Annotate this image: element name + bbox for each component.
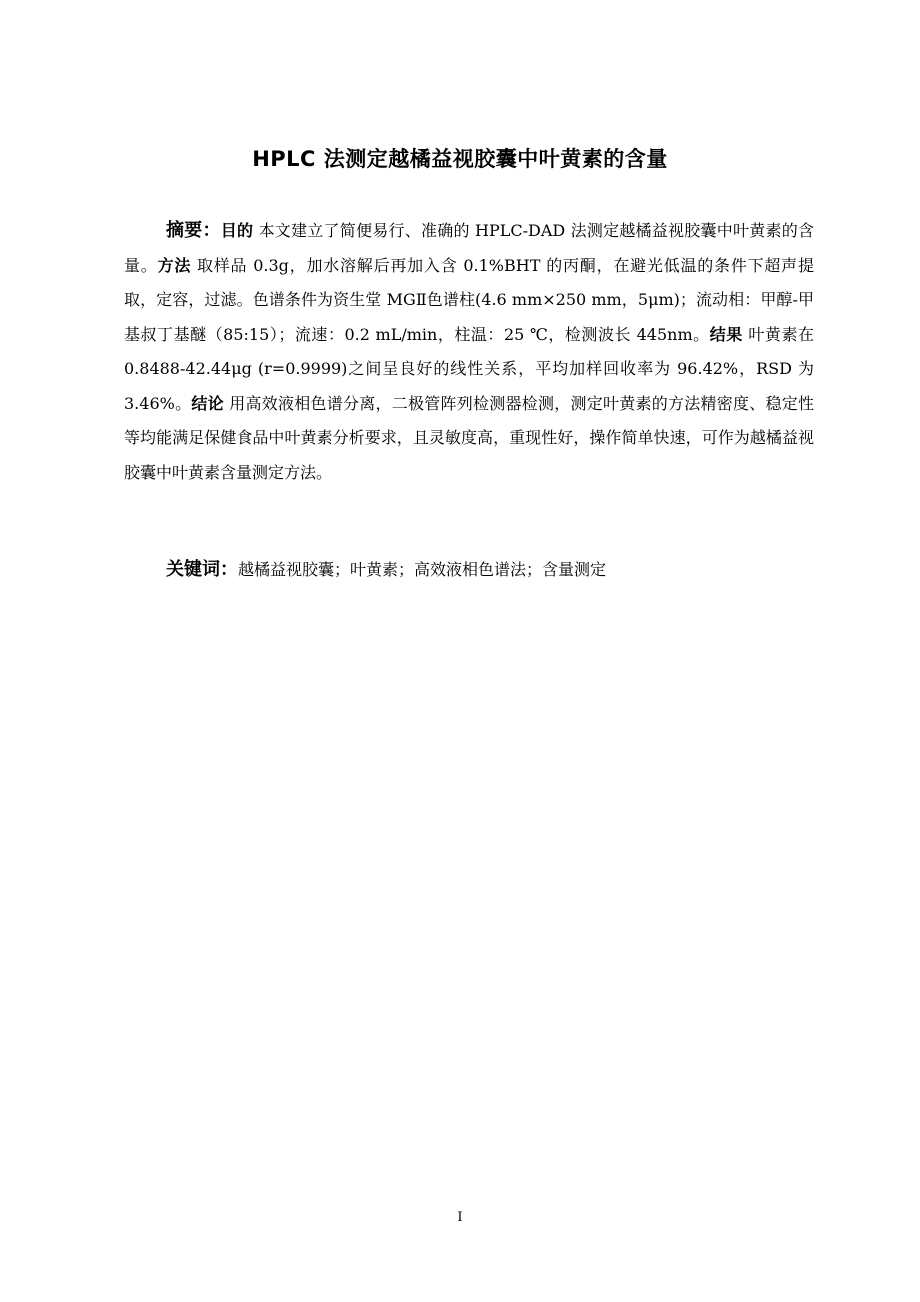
purpose-text: 本文建立了简便易行、准确的 HPLC-DAD 法测定越橘益视胶囊中叶黄素的含量。: [124, 221, 814, 275]
conclusion-text: 用高效液相色谱分离，二极管阵列检测器检测，测定叶黄素的方法精密度、稳定性等均能满足保健食品中叶黄素分析要求，且灵敏度高，重现性好，操作简单快速，可作为越橘益视胶囊中叶黄素含量测定方法。: [124, 393, 814, 482]
page-number: I: [457, 1210, 463, 1225]
method-label: 方法: [157, 255, 192, 275]
abstract-paragraph: [124, 214, 814, 490]
document-title: HPLC 法测定越橘益视胶囊中叶黄素的含量: [252, 147, 668, 171]
keywords-line: [166, 553, 816, 587]
result-label: 结果: [709, 324, 743, 344]
conclusion-label: 结论: [191, 393, 224, 413]
result-text: 叶黄素在 0.8488-42.44μg (r=0.9999)之间呈良好的线性关系，平均加样回收率为 96.42%，RSD 为 3.46%。: [124, 324, 814, 413]
keywords-label: 关键词：: [166, 559, 238, 580]
keywords-text: 越橘益视胶囊；叶黄素；高效液相色谱法；含量测定: [238, 560, 607, 579]
abstract-label: 摘要：: [166, 220, 221, 241]
method-text: 取样品 0.3g，加水溶解后再加入含 0.1%BHT 的丙酮，在避光低温的条件下超声提取，定容，过滤。色谱条件为资生堂 MGⅡ色谱柱(4.6 mm×250 mm，5μm)；流动相：甲醇-甲基叔丁基醚（85:15）；流速：0.2 mL/min，柱温：25 ℃，检测波长 445nm。: [124, 255, 814, 344]
purpose-label: 目的: [220, 221, 254, 240]
